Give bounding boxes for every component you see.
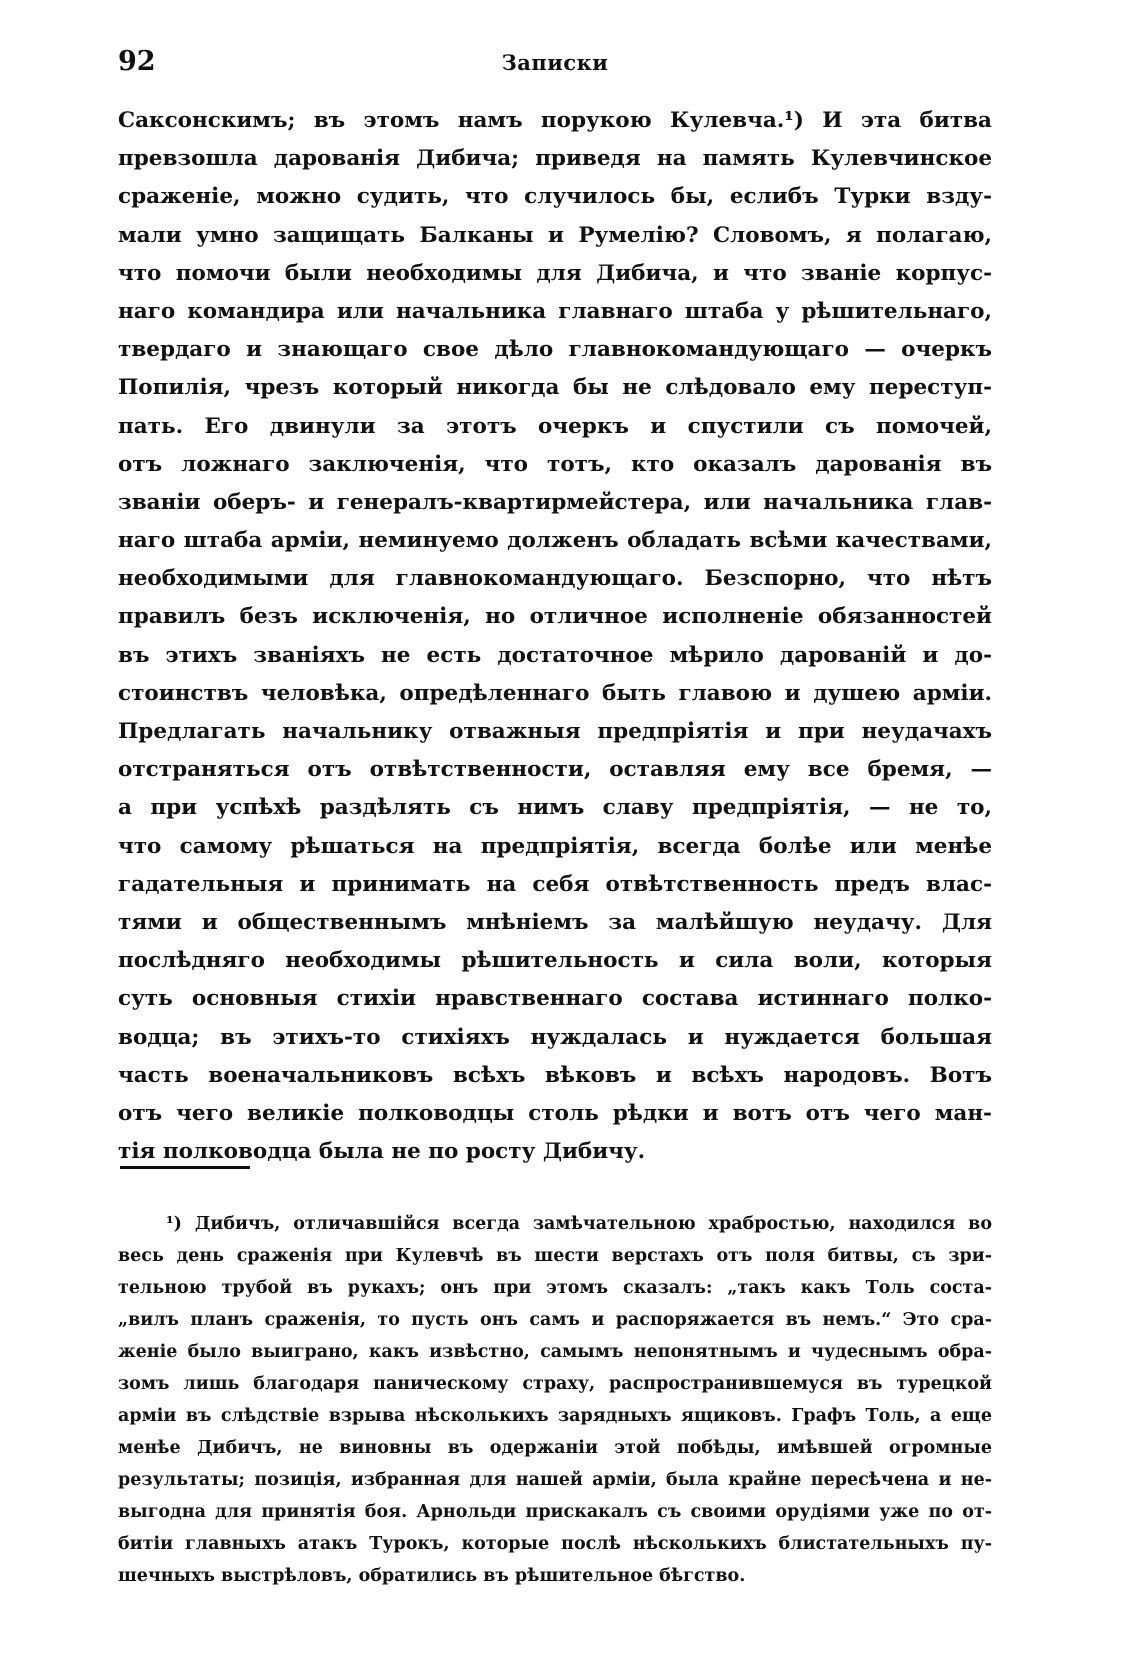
text-line: отъ чего великіе полководцы столь рѣдки и вотъ отъ чего ман-: [118, 1100, 992, 1126]
text-line: суть основныя стихіи нравственнаго состава истиннаго полко-: [118, 986, 992, 1012]
footnote-line: весь день сраженія при Кулевчѣ въ шести верстахъ отъ поля битвы, съ зри-: [118, 1246, 992, 1266]
text-line: гадательныя и принимать на себя отвѣтственность предъ влас-: [118, 871, 992, 897]
text-line: водца; въ этихъ-то стихіяхъ нуждалась и нуждается большая: [118, 1024, 992, 1050]
footnote: [118, 1208, 992, 1592]
footnote-line: менѣе Дибичъ, не виновны въ одержаніи этой побѣды, имѣвшей огромные: [118, 1438, 992, 1458]
footnote-line: выгодна для принятія боя. Арнольди прискакалъ съ своими орудіями уже по от-: [118, 1502, 992, 1522]
text-line: сраженіе, можно судить, что случилось бы, еслибъ Турки взду-: [118, 184, 992, 210]
footnote-separator: [120, 1166, 250, 1169]
running-title: Записки: [501, 50, 609, 75]
footnote-line: зомъ лишь благодаря паническому страху, распространившемуся въ турецкой: [118, 1374, 992, 1394]
footnote-line: арміи въ слѣдствіе взрыва нѣсколькихъ зарядныхъ ящиковъ. Графъ Толь, а еще: [118, 1406, 992, 1426]
footnote-line: результаты; позиція, избранная для нашей арміи, была крайне пересѣчена и не-: [118, 1470, 992, 1490]
text-line: наго командира или начальника главнаго штаба у рѣшительнаго,: [118, 298, 992, 324]
text-line: а при успѣхѣ раздѣлять съ нимъ славу предпріятія, — не то,: [118, 795, 992, 821]
text-line: послѣдняго необходимы рѣшительность и сила воли, которыя: [118, 948, 992, 974]
text-line: стоинствъ человѣка, опредѣленнаго быть главою и душею арміи.: [118, 680, 992, 706]
text-line: что помочи были необходимы для Дибича, и что званіе корпус-: [118, 260, 992, 286]
text-line: мали умно защищать Балканы и Румелію? Словомъ, я полагаю,: [118, 222, 992, 248]
footnote-line: битіи главныхъ атакъ Турокъ, которые послѣ нѣсколькихъ блистательныхъ пу-: [118, 1534, 992, 1554]
text-line: пать. Его двинули за этотъ очеркъ и спустили съ помочей,: [118, 413, 992, 439]
text-line: что самому рѣшаться на предпріятія, всегда болѣе или менѣе: [118, 833, 992, 859]
text-line: тями и общественнымъ мнѣніемъ за малѣйшую неудачу. Для: [118, 909, 992, 935]
text-line: превзошла дарованія Дибича; приведя на память Кулевчинское: [118, 146, 992, 172]
footnote-line: женіе было выиграно, какъ извѣстно, самымъ непонятнымъ и чудеснымъ обра-: [118, 1342, 992, 1362]
footnote-line-last: шечныхъ выстрѣловъ, обратились въ рѣшительное бѣгство.: [118, 1566, 746, 1586]
text-line: званіи оберъ- и генералъ-квартирмейстера, или начальника глав-: [118, 489, 992, 515]
text-line: правилъ безъ исключенія, но отличное исполненіе обязанностей: [118, 604, 992, 630]
text-line: Попилія, чрезъ который никогда бы не слѣдовало ему переступ-: [118, 375, 992, 401]
text-line-last: тія полководца была не по росту Дибичу.: [118, 1139, 646, 1165]
text-line: отстраняться отъ отвѣтственности, оставляя ему все бремя, —: [118, 757, 992, 783]
main-text: [118, 102, 992, 1171]
text-line: Саксонскимъ; въ этомъ намъ порукою Кулевча.¹) И эта битва: [118, 108, 992, 133]
page-number: 92: [118, 46, 156, 77]
text-line: твердаго и знающаго свое дѣло главнокомандующаго — очеркъ: [118, 337, 992, 363]
text-line: необходимыми для главнокомандующаго. Безспорно, что нѣтъ: [118, 566, 992, 592]
footnote-line: ¹) Дибичъ, отличавшійся всегда замѣчательною храбростью, находился во: [166, 1214, 992, 1234]
text-line: въ этихъ званіяхъ не есть достаточное мѣрило дарованій и до-: [118, 642, 992, 668]
text-line: отъ ложнаго заключенія, что тотъ, кто оказалъ дарованія въ: [118, 451, 992, 477]
footnote-line: „вилъ планъ сраженія, то пусть онъ самъ и распоряжается въ немъ.“ Это сра-: [118, 1310, 992, 1330]
page-header: [118, 44, 992, 84]
footnote-line: тельною трубой въ рукахъ; онъ при этомъ сказалъ: „такъ какъ Толь соста-: [118, 1278, 992, 1298]
text-line: Предлагать начальнику отважныя предпріятія и при неудачахъ: [118, 719, 992, 744]
text-line: наго штаба арміи, неминуемо долженъ обладать всѣми качествами,: [118, 528, 992, 554]
text-line: часть военачальниковъ всѣхъ вѣковъ и всѣхъ народовъ. Вотъ: [118, 1062, 992, 1088]
